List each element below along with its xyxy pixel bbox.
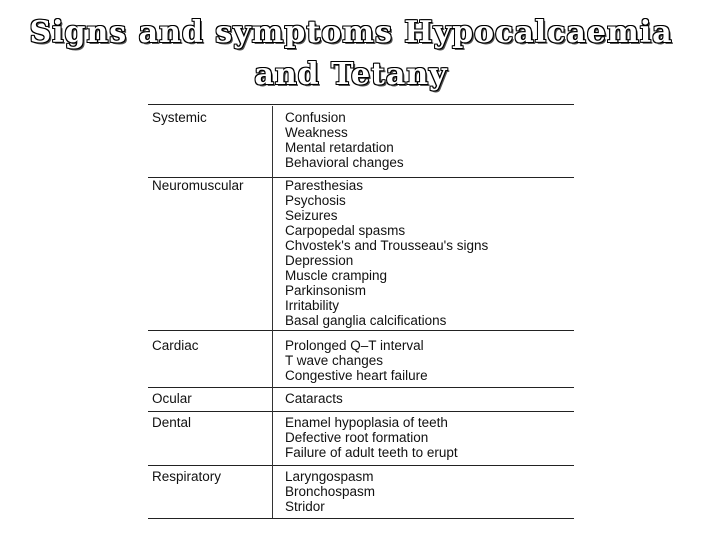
symptom-item: Laryngospasm (285, 469, 374, 484)
category-dental: Dental (152, 415, 192, 430)
table-bottom-rule (148, 518, 574, 519)
symptom-item: Chvostek's and Trousseau's signs (285, 238, 489, 253)
symptom-list-respiratory (285, 469, 375, 514)
category-respiratory: Respiratory (152, 469, 222, 484)
symptom-item: T wave changes (285, 353, 384, 368)
symptom-item: Carpopedal spasms (285, 223, 406, 238)
row-divider (148, 330, 574, 331)
symptom-list-systemic (285, 110, 404, 170)
symptom-item: Stridor (285, 499, 325, 514)
category-systemic: Systemic (152, 110, 207, 125)
symptom-item: Congestive heart failure (285, 368, 428, 383)
symptom-item: Seizures (285, 208, 338, 223)
symptom-list-ocular (285, 391, 343, 406)
symptom-item: Failure of adult teeth to erupt (285, 445, 458, 460)
symptom-item: Confusion (285, 110, 346, 125)
symptom-item: Psychosis (285, 193, 346, 208)
symptom-item: Prolonged Q–T interval (285, 338, 424, 353)
category-cardiac: Cardiac (152, 338, 199, 353)
table-top-rule (148, 104, 574, 105)
symptom-item: Paresthesias (285, 178, 364, 193)
slide-title-line-2: and Tetany (254, 57, 448, 92)
category-neuromuscular: Neuromuscular (152, 178, 244, 193)
symptom-item: Weakness (285, 125, 348, 140)
symptom-item: Irritability (285, 298, 340, 313)
symptom-list-neuromuscular (285, 178, 488, 328)
symptom-item: Enamel hypoplasia of teeth (285, 415, 448, 430)
symptom-item: Muscle cramping (285, 268, 388, 283)
symptom-item: Behavioral changes (285, 155, 404, 170)
symptom-list-cardiac (285, 338, 428, 383)
symptom-item: Depression (285, 253, 354, 268)
slide-title (0, 12, 702, 96)
symptom-item: Parkinsonism (285, 283, 367, 298)
row-divider (148, 411, 574, 412)
row-divider (148, 387, 574, 388)
symptom-item: Defective root formation (285, 430, 429, 445)
symptoms-table (148, 104, 574, 520)
symptom-item: Basal ganglia calcifications (285, 313, 447, 328)
symptom-item: Mental retardation (285, 140, 394, 155)
row-divider (148, 465, 574, 466)
category-ocular: Ocular (152, 391, 192, 406)
symptom-item: Bronchospasm (285, 484, 376, 499)
symptom-list-dental (285, 415, 458, 460)
symptom-item: Cataracts (285, 391, 343, 406)
slide-title-line-1: Signs and symptoms Hypocalcaemia (29, 15, 673, 50)
column-divider (272, 106, 273, 518)
